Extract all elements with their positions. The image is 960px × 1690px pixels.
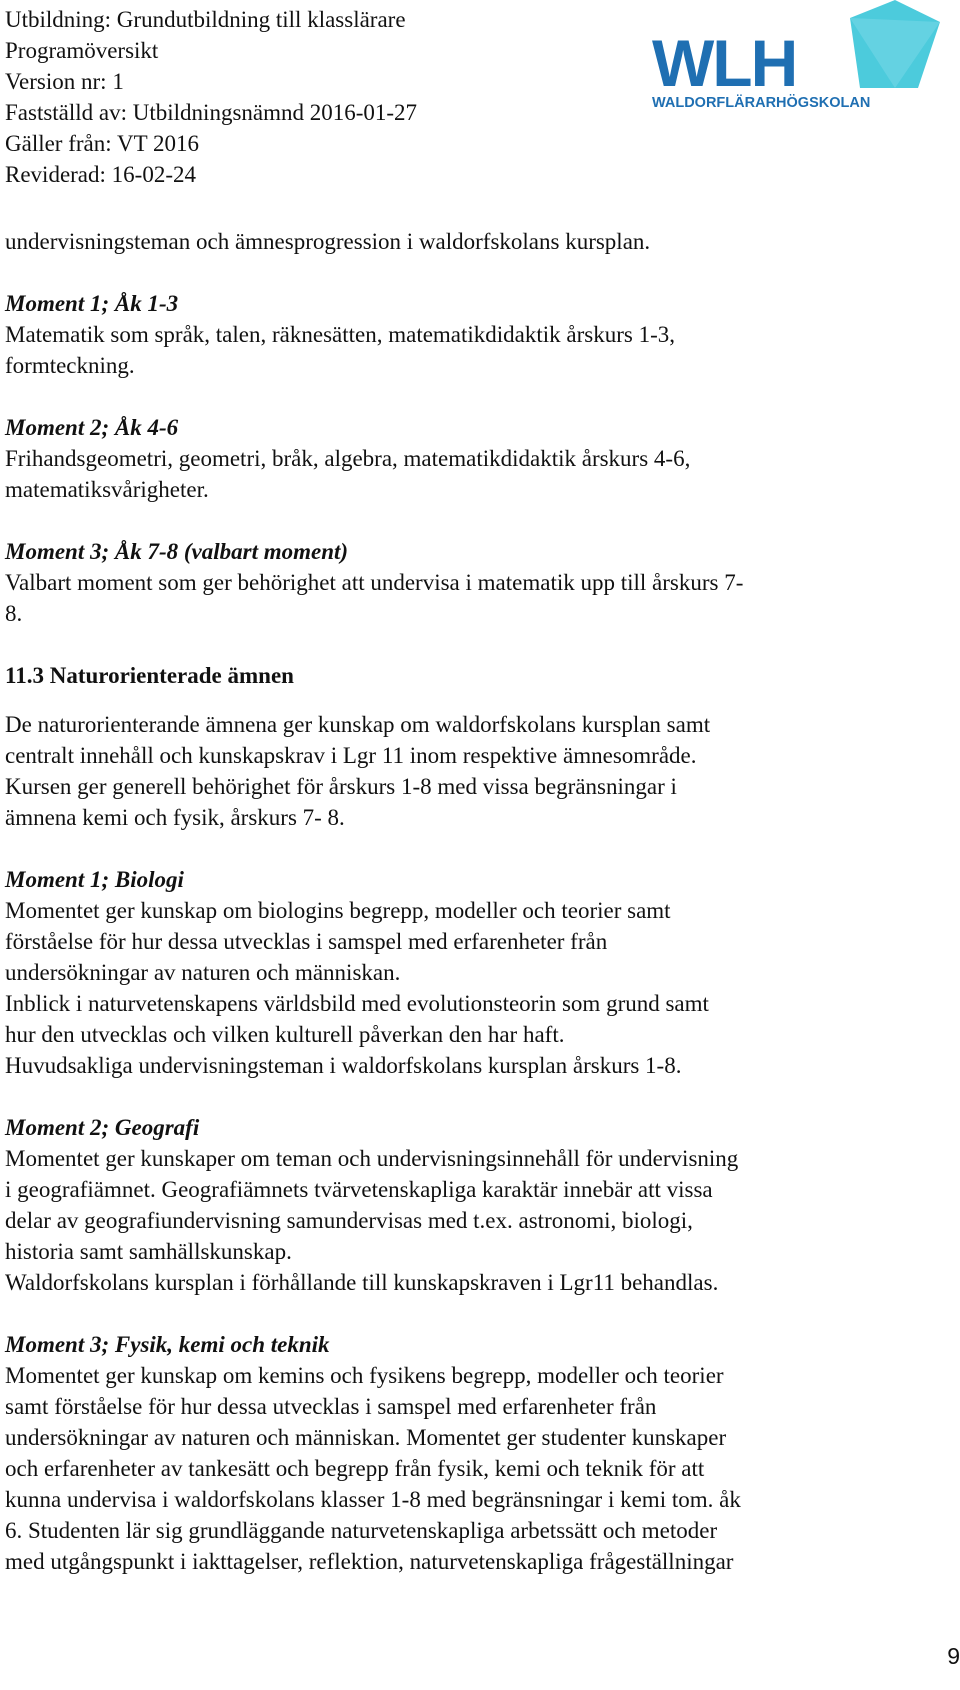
paragraph-line: undersökningar av naturen och människan. [5,960,401,985]
header-line-overview: Programöversikt [5,38,159,63]
paragraph-line: kunna undervisa i waldorfskolans klasser 1-8 med begränsningar i kemi tom. åk [5,1487,741,1512]
section-heading: 11.3 Naturorienterade ämnen [5,663,294,688]
document-header [5,4,417,190]
paragraph-line: Inblick i naturvetenskapens världsbild med evolutionsteorin som grund samt [5,991,709,1016]
paragraph-line: De naturorienterande ämnena ger kunskap om waldorfskolans kursplan samt [5,712,711,737]
paragraph-line: formteckning. [5,353,135,378]
paragraph-line: Valbart moment som ger behörighet att undervisa i matematik upp till årskurs 7- [5,570,744,595]
logo-subtitle: WALDORFLÄRARHÖGSKOLAN [652,95,871,111]
paragraph-line: matematiksvårigheter. [5,477,209,502]
intro-line: undervisningsteman och ämnesprogression i waldorfskolans kursplan. [5,229,651,254]
paragraph-line: 8. [5,601,23,626]
header-line-version: Version nr: 1 [5,69,124,94]
paragraph-line: Momentet ger kunskap om kemins och fysikens begrepp, modeller och teorier [5,1363,724,1388]
paragraph-line: och erfarenheter av tankesätt och begrepp från fysik, kemi och teknik för att [5,1456,705,1481]
moment-geografi-heading: Moment 2; Geografi [5,1115,200,1140]
paragraph-line: i geografiämnet. Geografiämnets tvärvetenskapliga karaktär innebär att vissa [5,1177,713,1202]
paragraph-line: samt förståelse för hur dessa utvecklas i samspel med erfarenheter från [5,1394,657,1419]
paragraph-line: centralt innehåll och kunskapskrav i Lgr 11 inom respektive ämnesområde. [5,743,697,768]
wlh-logo [652,0,960,120]
paragraph-line: förståelse för hur dessa utvecklas i samspel med erfarenheter från [5,929,608,954]
paragraph-line: undersökningar av naturen och människan. Momentet ger studenter kunskaper [5,1425,727,1450]
document-body [5,226,940,1577]
paragraph-line: delar av geografiundervisning samundervisas med t.ex. astronomi, biologi, [5,1208,693,1233]
header-line-program: Utbildning: Grundutbildning till klasslärare [5,7,406,32]
moment-3-math-heading: Moment 3; Åk 7-8 (valbart moment) [5,539,349,564]
moment-1-math-heading: Moment 1; Åk 1-3 [5,291,179,316]
paragraph-line: Momentet ger kunskaper om teman och undervisningsinnehåll för undervisning [5,1146,739,1171]
paragraph-line: ämnena kemi och fysik, årskurs 7- 8. [5,805,345,830]
header-line-valid-from: Gäller från: VT 2016 [5,131,199,156]
paragraph-line: Frihandsgeometri, geometri, bråk, algebra, matematikdidaktik årskurs 4-6, [5,446,691,471]
paragraph-line: hur den utvecklas och vilken kulturell påverkan den har haft. [5,1022,565,1047]
header-line-revised: Reviderad: 16-02-24 [5,162,196,187]
header-line-approved: Fastställd av: Utbildningsnämnd 2016-01-27 [5,100,418,125]
moment-2-math-heading: Moment 2; Åk 4-6 [5,415,179,440]
logo-letters: WLH [652,26,797,100]
moment-biologi-heading: Moment 1; Biologi [5,867,184,892]
paragraph-line: Waldorfskolans kursplan i förhållande till kunskapskraven i Lgr11 behandlas. [5,1270,719,1295]
page-number: 9 [947,1643,960,1669]
paragraph-line: Matematik som språk, talen, räknesätten, matematikdidaktik årskurs 1-3, [5,322,676,347]
paragraph-line: 6. Studenten lär sig grundläggande naturvetenskapliga arbetssätt och metoder [5,1518,718,1543]
paragraph-line: historia samt samhällskunskap. [5,1239,292,1264]
moment-fysik-heading: Moment 3; Fysik, kemi och teknik [5,1332,330,1357]
paragraph-line: Momentet ger kunskap om biologins begrepp, modeller och teorier samt [5,898,671,923]
paragraph-line: Huvudsakliga undervisningsteman i waldorfskolans kursplan årskurs 1-8. [5,1053,682,1078]
paragraph-line: med utgångspunkt i iakttagelser, reflektion, naturvetenskapliga frågeställningar [5,1549,734,1574]
paragraph-line: Kursen ger generell behörighet för årskurs 1-8 med vissa begränsningar i [5,774,677,799]
